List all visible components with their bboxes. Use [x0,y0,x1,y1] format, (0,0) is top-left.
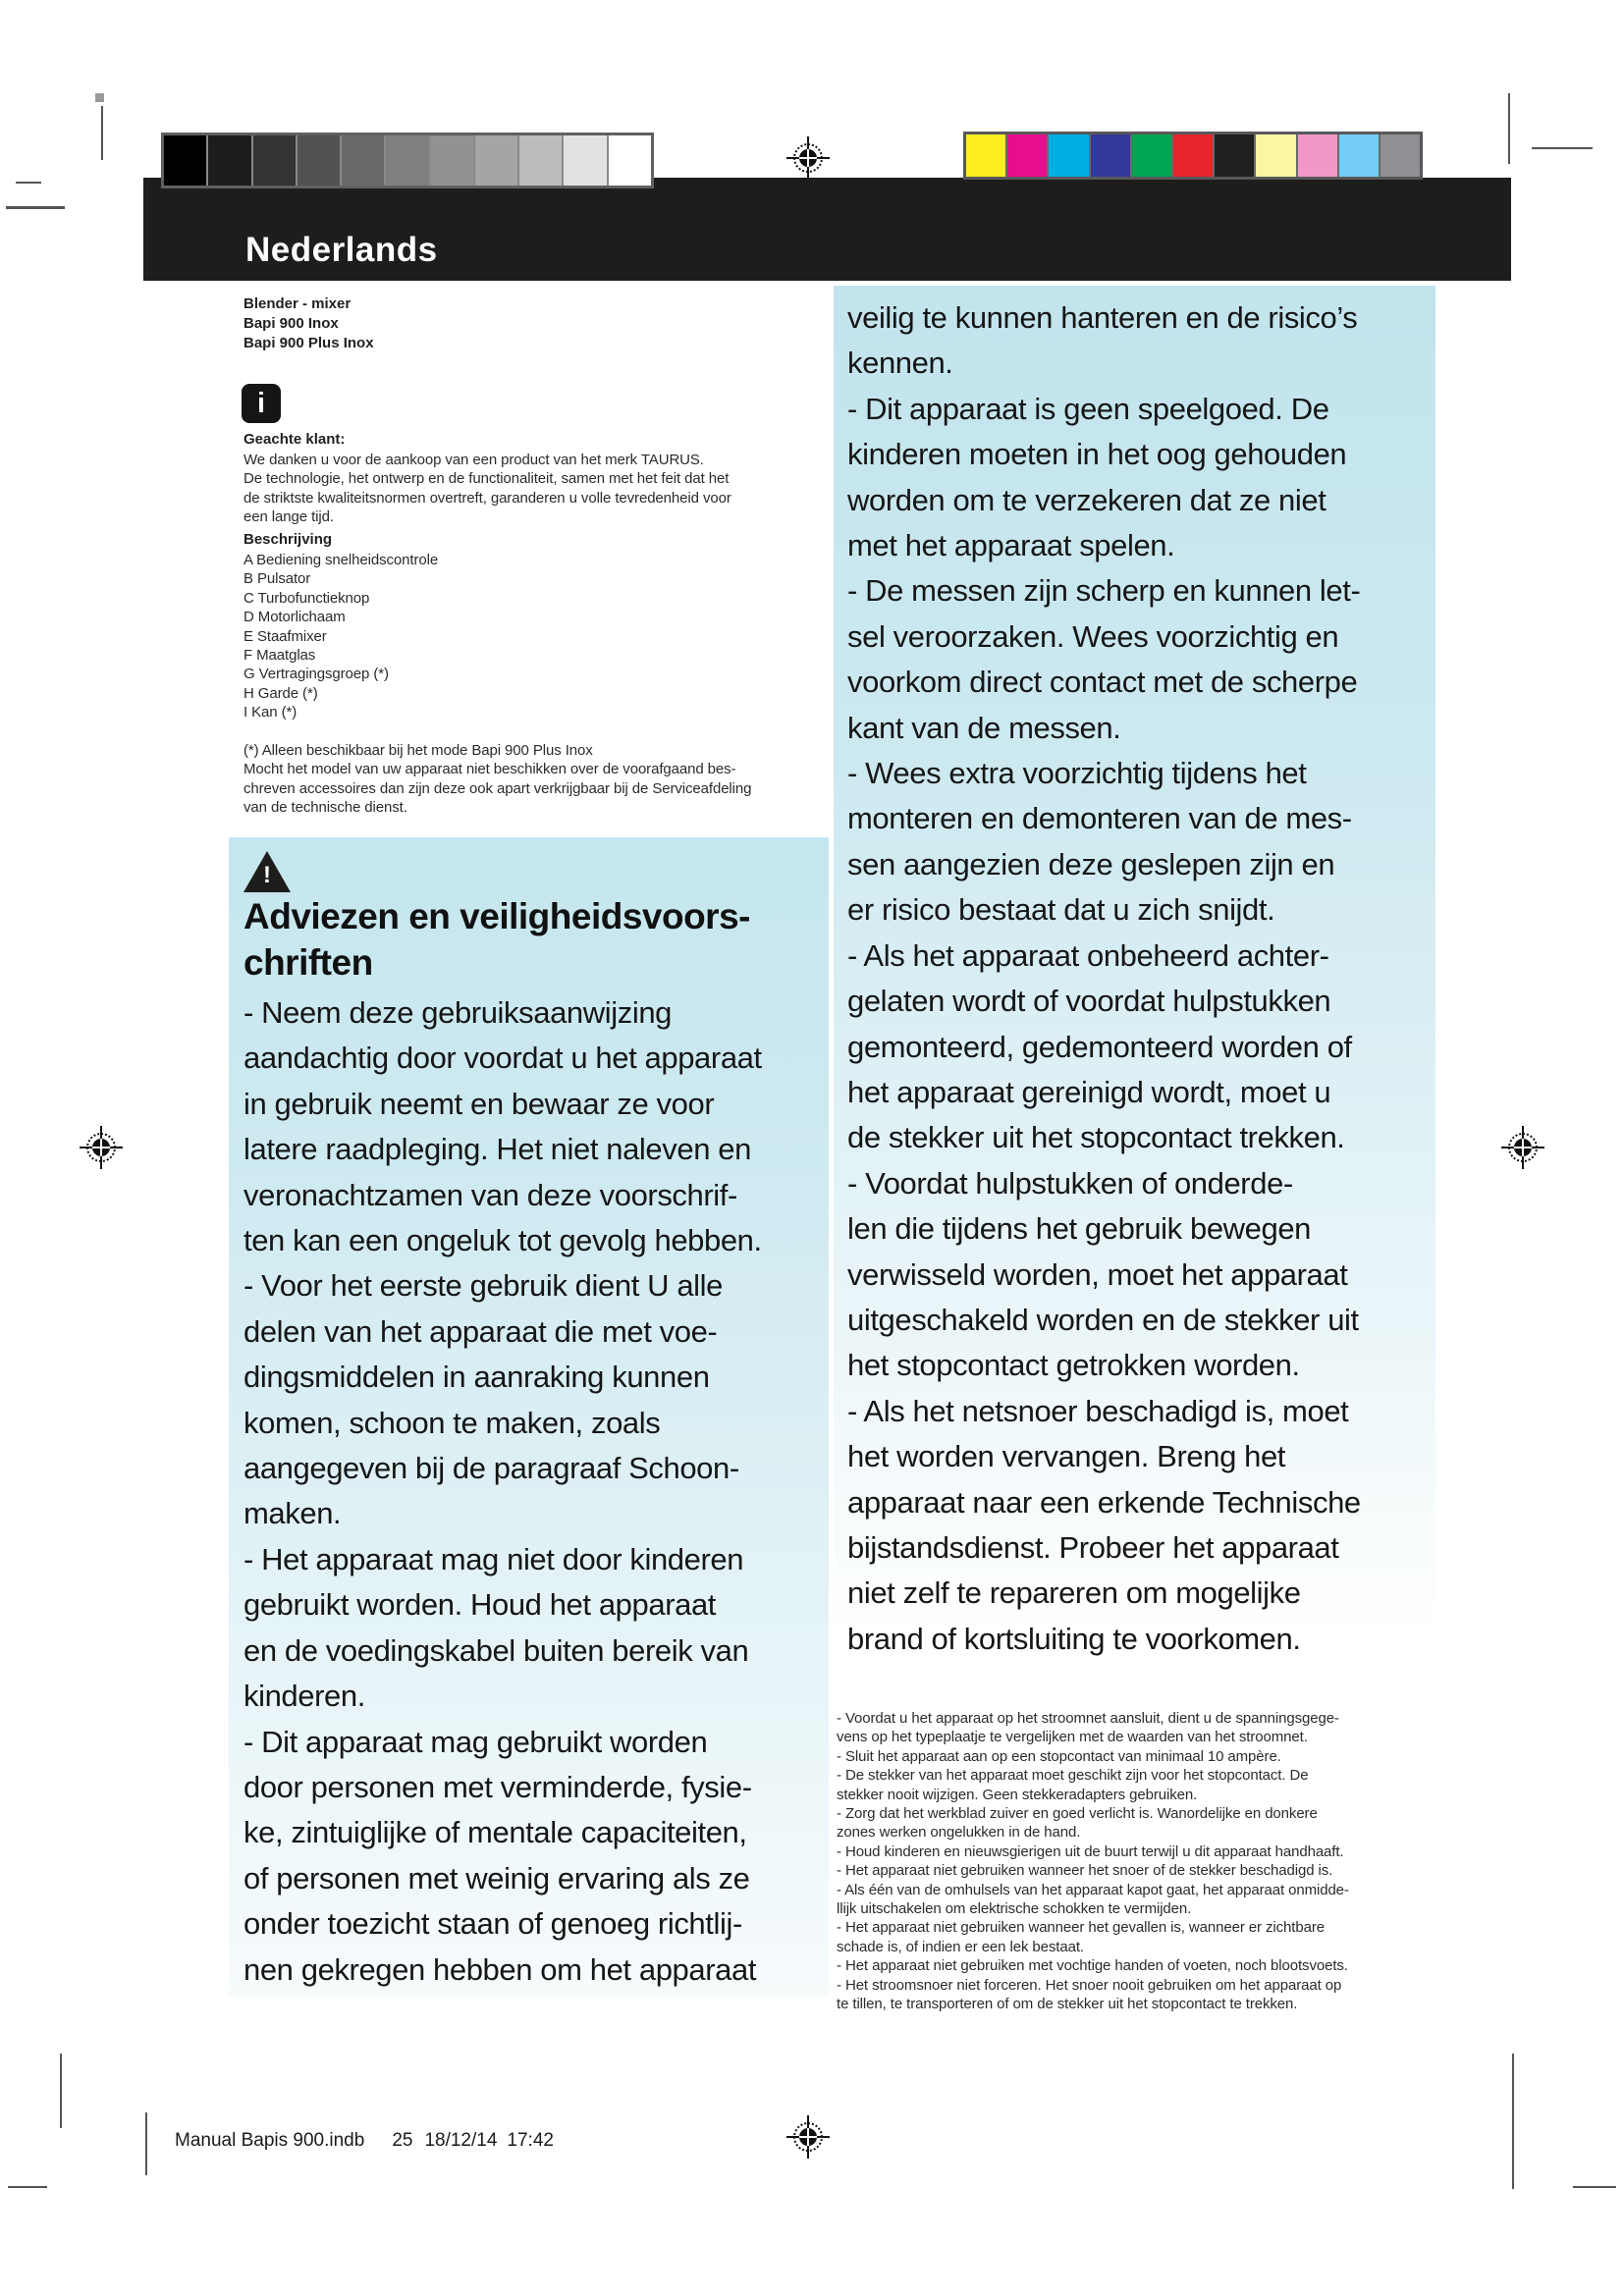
safety-line: latere raadpleging. Het niet naleven en [244,1132,751,1167]
footer-time: 17:42 [507,2130,554,2151]
crop-mark-bottom-left-h [8,2186,47,2188]
safety-line: onder toezicht staan of genoeg richtlij- [244,1906,742,1942]
safety-line: - Dit apparaat is geen speelgoed. De [847,391,1329,426]
description-footnote [244,741,833,818]
description-item: H Garde (*) [244,684,318,702]
safety-line: met het apparaat spelen. [847,528,1175,563]
print-footer [175,2130,581,2152]
description-heading: Beschrijving [244,531,333,548]
safety-line: veilig te kunnen hanteren en de risico’s [847,300,1358,335]
description-item: C Turbofunctieknop [244,589,370,607]
footer-date: 18/12/14 [424,2130,498,2151]
safety-line: nen gekregen hebben om het apparaat [244,1951,757,1987]
crop-mark-top-right-h [1532,147,1593,149]
safety-line: bijstandsdienst. Probeer het apparaat [847,1529,1339,1565]
safety-box-right [834,286,1435,1682]
note-line: schade is, of indien er een lek bestaat. [837,1938,1084,1955]
safety-line: aangegeven bij de paragraaf Schoon- [244,1451,739,1486]
safety-line: - Als het apparaat onbeheerd achter- [847,937,1329,973]
footnote-line: chreven accessoires dan zijn deze ook apart verkrijgbaar bij de Serviceafdeling [244,779,752,797]
safety-line: of personen met weinig ervaring als ze [244,1860,750,1896]
grayscale-swatch [564,135,606,186]
safety-line: veronachtzamen van deze voorschrif- [244,1177,737,1212]
intro-line: een lange tijd. [244,508,334,526]
warning-exclamation: ! [263,862,271,888]
safety-line: maken. [244,1496,342,1531]
note-line: vens op het typeplaatje te vergelijken met de waarden van het stroomnet. [837,1729,1308,1746]
safety-line: niet zelf te repareren om mogelijke [847,1575,1301,1611]
electrical-notes [837,1709,1437,2014]
footnote-line: Mocht het model van uw apparaat niet beschikken over de voorafgaand bes- [244,761,736,778]
safety-line: gemonteerd, gedemonteerd worden of [847,1029,1352,1064]
salutation: Geachte klant: [244,431,346,448]
safety-line: het worden vervangen. Breng het [847,1439,1286,1474]
color-swatch [1132,134,1171,177]
description-item: E Staafmixer [244,627,327,645]
description-item: G Vertragingsgroep (*) [244,666,389,683]
color-swatch [1049,134,1088,177]
info-icon: i [242,384,281,423]
registration-mark-bottom [786,2115,830,2159]
intro-line: De technologie, het ontwerp en de functionaliteit, samen met het feit dat het [244,470,730,488]
description-list [244,551,833,722]
safety-line: - Wees extra voorzichtig tijdens het [847,756,1307,791]
safety-line: worden om te verzekeren dat ze niet [847,482,1326,517]
grayscale-swatch [298,135,340,186]
crop-mark-footer-v [145,2112,147,2175]
safety-line: en de voedingskabel buiten bereik van [244,1632,749,1668]
warning-icon [244,851,291,892]
note-line: - Voordat u het apparaat op het stroomnet aansluit, dient u de spanningsgege- [837,1710,1339,1727]
color-swatch [1256,134,1295,177]
note-line: - Zorg dat het werkblad zuiver en goed verlicht is. Wanordelijke en donkere [837,1805,1318,1823]
safety-line: len die tijdens het gebruik bewegen [847,1211,1312,1247]
crop-mark-square [95,93,104,102]
safety-line: door personen met verminderde, fysie- [244,1769,752,1804]
note-line: - Houd kinderen en nieuwsgierigen uit de buurt terwijl u dit apparaat handhaaft. [837,1842,1344,1860]
product-title-line: Blender - mixer [244,295,352,312]
note-line: - Het stroomsnoer niet forceren. Het snoer nooit gebruiken om het apparaat op [837,1976,1342,1994]
footnote-line: (*) Alleen beschikbaar bij het mode Bapi 900 Plus Inox [244,742,593,759]
footnote-line: van de technische dienst. [244,799,407,817]
safety-heading-line: chriften [244,942,373,983]
note-line: - De stekker van het apparaat moet geschikt zijn voor het stopcontact. De [837,1767,1309,1785]
safety-line: de stekker uit het stopcontact trekken. [847,1120,1345,1155]
note-line: stekker nooit wijzigen. Geen stekkeradapters gebruiken. [837,1786,1198,1803]
safety-text-left [244,990,825,1993]
safety-line: aandachtig door voordat u het apparaat [244,1041,762,1076]
color-swatch [1380,134,1420,177]
grayscale-swatch [609,135,651,186]
safety-box-left [229,837,829,1997]
grayscale-swatch [164,135,206,186]
crop-mark-top-right-v [1508,93,1510,164]
color-swatch [1173,134,1213,177]
grayscale-swatch [475,135,517,186]
registration-mark-left [80,1126,123,1169]
grayscale-swatch [386,135,428,186]
safety-line: voorkom direct contact met de scherpe [847,665,1358,700]
grayscale-calibration-bar [161,133,654,188]
safety-line: - Als het netsnoer beschadigd is, moet [847,1393,1349,1428]
product-title-block [244,294,374,353]
safety-line: in gebruik neemt en bewaar ze voor [244,1086,715,1121]
safety-line: kinderen moeten in het oog gehouden [847,437,1347,472]
safety-line: verwisseld worden, moet het apparaat [847,1256,1348,1292]
safety-heading-line: Adviezen en veiligheidsvoors- [244,896,750,936]
grayscale-swatch [431,135,473,186]
description-item: D Motorlichaam [244,609,346,626]
safety-line: kinderen. [244,1679,365,1714]
safety-line: ten kan een ongeluk tot gevolg hebben. [244,1223,762,1258]
safety-line: - Het apparaat mag niet door kinderen [244,1541,744,1576]
safety-line: kant van de messen. [847,710,1121,745]
note-line: zones werken ongelukken in de hand. [837,1824,1081,1842]
safety-line: - Neem deze gebruiksaanwijzing [244,995,673,1030]
crop-mark-top-left-h2 [6,206,65,209]
safety-line: sel veroorzaken. Wees voorzichtig en [847,618,1339,654]
registration-mark-right [1501,1126,1544,1169]
color-swatch [1339,134,1379,177]
color-swatch [1298,134,1337,177]
safety-line: uitgeschakeld worden en de stekker uit [847,1302,1359,1337]
intro-paragraph [244,451,833,527]
color-swatch [1215,134,1254,177]
safety-line: - Voordat hulpstukken of onderde- [847,1165,1293,1201]
intro-line: We danken u voor de aankoop van een product van het merk TAURUS. [244,452,704,468]
crop-mark-bottom-left-v [60,2054,62,2128]
note-line: te tillen, te transporteren of om de stekker uit het stopcontact te trekken. [837,1996,1298,2013]
safety-line: brand of kortsluiting te voorkomen. [847,1621,1301,1656]
safety-line: apparaat naar een erkende Technische [847,1484,1361,1520]
footer-page-number: 25 [392,2130,413,2151]
crop-mark-bottom-right-v [1512,2054,1514,2189]
color-swatch [1007,134,1047,177]
note-line: - Sluit het apparaat aan op een stopcontact van minimaal 10 ampère. [837,1747,1281,1765]
safety-line: komen, schoon te maken, zoals [244,1405,661,1440]
note-line: - Het apparaat niet gebruiken wanneer het gevallen is, wanneer er zichtbare [837,1919,1325,1937]
crop-mark-top-left-h1 [16,182,41,184]
safety-line: - De messen zijn scherp en kunnen let- [847,573,1361,609]
page-language-title: Nederlands [245,231,438,269]
safety-line: gelaten wordt of voordat hulpstukken [847,984,1331,1019]
safety-line: gebruikt worden. Houd het apparaat [244,1587,717,1623]
grayscale-swatch [342,135,384,186]
note-line: - Het apparaat niet gebruiken wanneer het snoer of de stekker beschadigd is. [837,1862,1333,1880]
note-line: llijk uitschakelen om elektrische schokken te vermijden. [837,1900,1192,1918]
product-title-line: Bapi 900 Inox [244,315,339,332]
description-item: B Pulsator [244,570,311,588]
product-title-line: Bapi 900 Plus Inox [244,335,374,351]
description-item: F Maatglas [244,647,316,665]
safety-line: - Voor het eerste gebruik dient U alle [244,1268,723,1304]
color-swatch [966,134,1005,177]
safety-line: dingsmiddelen in aanraking kunnen [244,1360,710,1395]
description-item: I Kan (*) [244,704,298,721]
description-item: A Bediening snelheidscontrole [244,552,439,568]
crop-mark-bottom-right-h [1573,2186,1616,2188]
safety-line: monteren en demonteren van de mes- [847,801,1352,836]
safety-line: - Dit apparaat mag gebruikt worden [244,1724,708,1759]
safety-heading [244,893,823,986]
safety-text-right [847,295,1433,1662]
grayscale-swatch [253,135,296,186]
footer-filename: Manual Bapis 900.indb [175,2130,365,2151]
color-calibration-bar [963,132,1423,180]
crop-mark-top-left-v [101,106,103,160]
safety-line: het apparaat gereinigd wordt, moet u [847,1074,1331,1109]
intro-line: de striktste kwaliteitsnormen overtreft, garanderen u volle tevredenheid voor [244,489,731,507]
safety-line: delen van het apparaat die met voe- [244,1313,718,1349]
safety-line: kennen. [847,346,953,381]
note-line: - Het apparaat niet gebruiken met vochtige handen of voeten, noch blootsvoets. [837,1957,1348,1975]
safety-line: ke, zintuiglijke of mentale capaciteiten, [244,1815,747,1850]
grayscale-swatch [208,135,250,186]
safety-line: het stopcontact getrokken worden. [847,1348,1300,1383]
grayscale-swatch [519,135,562,186]
registration-mark-top [786,136,830,180]
color-swatch [1091,134,1130,177]
safety-line: er risico bestaat dat u zich snijdt. [847,892,1275,928]
header-band [143,178,1511,281]
note-line: - Als één van de omhulsels van het apparaat kapot gaat, het apparaat onmidde- [837,1881,1349,1898]
safety-line: sen aangezien deze geslepen zijn en [847,846,1335,881]
